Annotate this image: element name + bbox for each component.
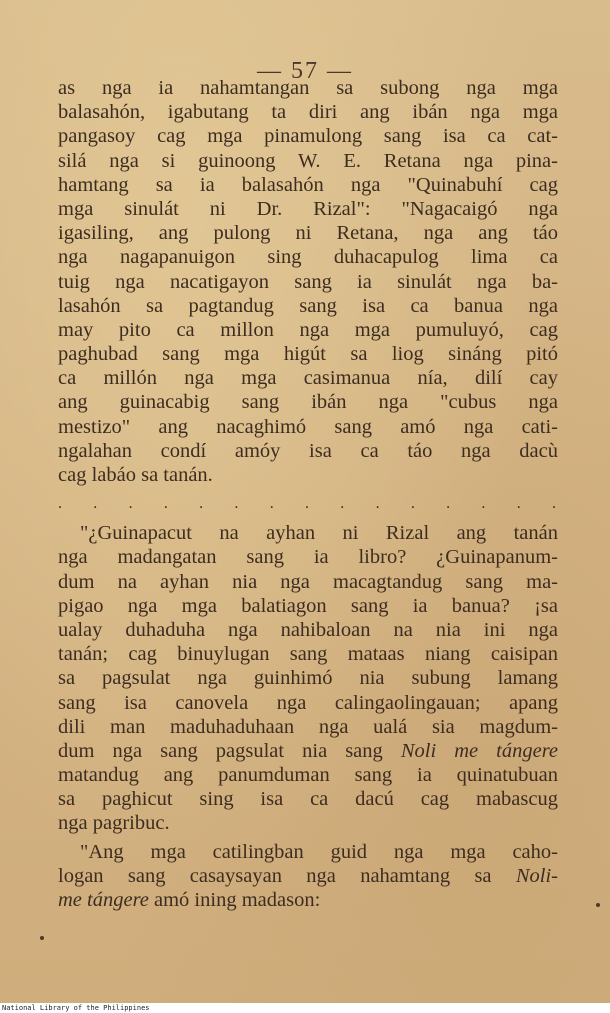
text-line: sang isa canovela nga calingaolingauan; apang — [58, 691, 558, 714]
library-credit: National Library of the Philippines — [0, 1003, 610, 1013]
text-line: matandug ang panumduman sang ia quinatubuan — [58, 764, 558, 787]
text-line: dum na ayhan nia nga macagtandug sang ma- — [58, 570, 558, 593]
text-line: mga sinulát ni Dr. Rizal": "Nagacaigó nga — [58, 197, 558, 220]
text-line: nga pagribuc. — [58, 812, 170, 835]
text-line: ang guinacabig sang ibán nga "cubus nga — [58, 391, 558, 414]
text-line: may pito ca millon nga mga pumuluyó, cag — [58, 318, 558, 341]
text-line — [58, 739, 558, 763]
paragraph-2 — [58, 521, 558, 835]
text-line: ca millón nga mga casimanua nía, dilí cay — [58, 367, 558, 390]
text-segment: amó ining madason: — [154, 889, 321, 911]
text-line: nga nagapanuigon sing duhacapulog lima ca — [58, 246, 558, 269]
text-line: ualay duhaduha nga nahibaloan na nia ini nga — [58, 618, 558, 641]
book-title-part: Noli- — [515, 864, 558, 887]
text-line: pigao nga mga balatiagon sang ia banua? ¡sa — [58, 594, 558, 617]
text-line: lasahón sa pagtandug sang isa ca banua nga — [58, 294, 558, 317]
text-line: "¿Guinapacut na ayhan ni Rizal ang tanán — [80, 522, 558, 545]
text-line: as nga ia nahamtangan sa subong nga mga — [58, 77, 558, 99]
page-number: — 57 — — [257, 58, 353, 84]
text-line: cag labáo sa tanán. — [58, 464, 213, 486]
text-line: mestizo" ang nacaghimó sang amó nga cati- — [58, 415, 558, 438]
text-line: nga madangatan sang ia libro? ¿Guinapanum- — [58, 546, 558, 569]
text-line: pangasoy cag mga pinamulong sang isa ca cat- — [58, 125, 558, 148]
text-line — [58, 864, 558, 888]
paragraph-3 — [58, 840, 558, 913]
text-line — [58, 888, 558, 912]
text-line: "Ang mga catilingban guid nga mga caho- — [80, 840, 558, 863]
text-segment: logan sang casaysayan nga nahamtang sa — [58, 864, 492, 887]
text-line: igasiling, ang pulong ni Retana, nga ang táo — [58, 222, 558, 245]
text-segment: dum nga sang pagsulat nia sang — [58, 739, 383, 762]
page-text — [58, 76, 558, 912]
ellipsis-separator: . . . . . . . . . . . . . . . — [58, 495, 558, 513]
text-line: tuig nga nacatigayon sang ia sinulát nga ba- — [58, 270, 558, 293]
text-line: paghubad sang mga higút sa liog sináng pitó — [58, 343, 558, 366]
book-title-part: me tángere — [58, 889, 149, 911]
text-line: ngalahan condí amóy isa ca táo nga dacù — [58, 439, 558, 462]
text-line: sa paghicut sing isa ca dacú cag mabascug — [58, 788, 558, 811]
text-line: dili man maduhaduhaan nga ualá sia magdum- — [58, 715, 558, 738]
text-line: balasahón, igabutang ta diri ang ibán nga mga — [58, 101, 558, 124]
paragraph-1 — [58, 76, 558, 487]
ink-speck — [596, 903, 600, 907]
text-line: silá nga si guinoong W. E. Retana nga pina- — [58, 149, 558, 172]
text-line: sa pagsulat nga guinhimó nia subung lamang — [58, 667, 558, 690]
text-line: hamtang sa ia balasahón nga "Quinabuhí cag — [58, 173, 558, 196]
ink-speck — [40, 936, 44, 940]
book-title: Noli me tángere — [400, 739, 558, 762]
text-line: tanán; cag binuylugan sang mataas niang caisipan — [58, 643, 558, 666]
